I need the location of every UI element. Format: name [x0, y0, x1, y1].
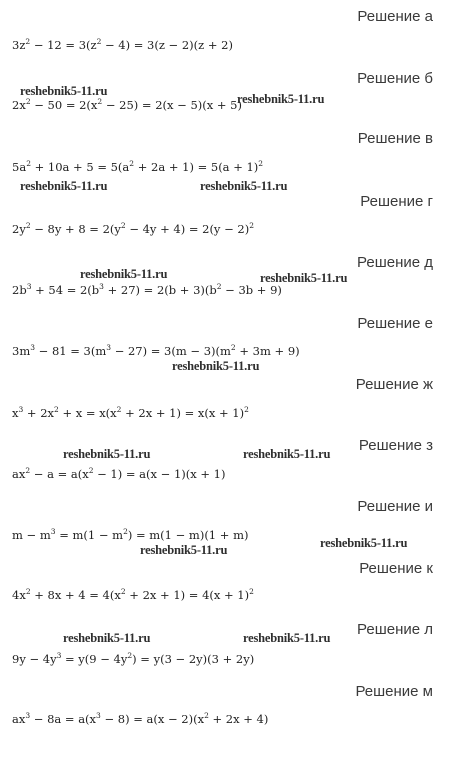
watermark: reshebnik5-11.ru	[260, 271, 348, 285]
watermark: reshebnik5-11.ru	[140, 543, 228, 557]
formula-d: $2b^3 + 54 = 2(b^3 + 27) = 2(b + 3)(b^2 - 3b + 9)$	[12, 282, 282, 297]
exponent: 2	[120, 587, 126, 596]
exponent: 2	[25, 466, 31, 475]
section-heading-i: Решение и	[357, 498, 433, 515]
exponent: 3	[56, 651, 62, 660]
formula-g: $2y^2 - 8y + 8 = 2(y^2 - 4y + 4) = 2(y - 2)^2$	[12, 221, 254, 236]
watermark: reshebnik5-11.ru	[200, 179, 288, 193]
watermark: reshebnik5-11.ru	[63, 447, 151, 461]
section-heading-k: Решение к	[359, 560, 433, 577]
formula-z: $ax^2 - a = a(x^2 - 1) = a(x - 1)(x + 1)$	[12, 466, 226, 481]
section-heading-b: Решение б	[357, 70, 433, 87]
exponent: 2	[129, 159, 135, 168]
section-heading-d: Решение д	[357, 254, 433, 271]
watermark: reshebnik5-11.ru	[243, 631, 331, 645]
exponent: 3	[18, 405, 24, 414]
exponent: 2	[25, 37, 31, 46]
watermark: reshebnik5-11.ru	[320, 536, 408, 550]
section-heading-z: Решение з	[358, 437, 433, 454]
exponent: 2	[88, 466, 94, 475]
formula-v: $5a^2 + 10a + 5 = 5(a^2 + 2a + 1) = 5(a + 1)^2$	[12, 159, 264, 174]
exponent: 2	[26, 159, 31, 168]
exponent: 2	[120, 221, 126, 230]
watermark: reshebnik5-11.ru	[237, 92, 325, 106]
exponent: 3	[25, 711, 31, 720]
section-heading-zh: Решение ж	[355, 376, 433, 393]
exponent: 2	[54, 405, 59, 414]
formula-e: $3m^3 - 81 = 3(m^3 - 27) = 3(m - 3)(m^2 + 3m + 9)$	[12, 343, 300, 358]
exponent: 2	[127, 651, 133, 660]
watermark: reshebnik5-11.ru	[243, 447, 331, 461]
section-heading-v: Решение в	[357, 130, 433, 147]
exponent: 2	[25, 97, 31, 106]
exponent: 3	[106, 343, 112, 352]
exponent: 3	[30, 343, 36, 352]
formula-i: $m - m^3 = m(1 - m^2) = m(1 - m)(1 + m)$	[12, 527, 249, 542]
formula-b: $2x^2 - 50 = 2(x^2 - 25) = 2(x - 5)(x + 5)$	[12, 97, 242, 112]
formula-k: $4x^2 + 8x + 4 = 4(x^2 + 2x + 1) = 4(x + 1)^2$	[12, 587, 254, 602]
watermark: reshebnik5-11.ru	[172, 359, 260, 373]
exponent: 2	[258, 159, 264, 168]
formula-a: $3z^2 - 12 = 3(z^2 - 4) = 3(z - 2)(z + 2)$	[12, 37, 233, 52]
section-heading-a: Решение а	[357, 8, 433, 25]
exponent: 2	[249, 221, 254, 230]
exponent: 2	[97, 97, 103, 106]
exponent: 3	[50, 527, 56, 536]
exponent: 3	[26, 282, 32, 291]
watermark: reshebnik5-11.ru	[20, 179, 108, 193]
section-heading-m: Решение м	[355, 683, 433, 700]
exponent: 3	[99, 282, 104, 291]
section-heading-g: Решение г	[360, 193, 433, 210]
watermark: reshebnik5-11.ru	[80, 267, 168, 281]
exponent: 2	[249, 587, 254, 596]
section-heading-e: Решение е	[357, 315, 433, 332]
formula-l: $9y - 4y^3 = y(9 - 4y^2) = y(3 - 2y)(3 + 2y)$	[12, 651, 255, 666]
formula-m: $ax^3 - 8a = a(x^3 - 8) = a(x - 2)(x^2 + 2x + 4)$	[12, 711, 269, 726]
exponent: 2	[116, 405, 122, 414]
exponent: 3	[96, 711, 101, 720]
exponent: 2	[25, 587, 31, 596]
exponent: 2	[96, 37, 102, 46]
watermark: reshebnik5-11.ru	[20, 84, 108, 98]
exponent: 2	[123, 527, 128, 536]
watermark: reshebnik5-11.ru	[63, 631, 151, 645]
exponent: 2	[204, 711, 209, 720]
formula-zh: $x^3 + 2x^2 + x = x(x^2 + 2x + 1) = x(x + 1)^2$	[12, 405, 249, 420]
exponent: 2	[230, 343, 236, 352]
section-heading-l: Решение л	[357, 621, 433, 638]
exponent: 2	[244, 405, 249, 414]
exponent: 2	[25, 221, 31, 230]
exponent: 2	[216, 282, 222, 291]
